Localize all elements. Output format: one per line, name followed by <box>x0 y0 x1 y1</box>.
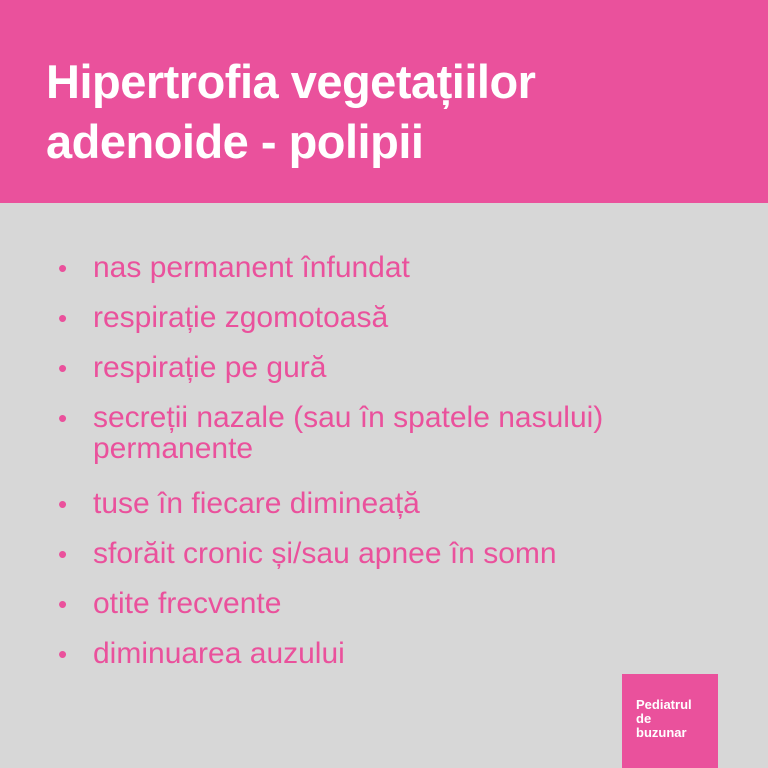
logo-line-1: Pediatrul <box>636 697 692 712</box>
bullet-icon: • <box>58 353 68 383</box>
list-item <box>58 243 738 293</box>
page-title-line-1: Hipertrofia vegetațiilor <box>46 55 536 108</box>
list-item-text: tuse în fiecare dimineață <box>93 487 420 520</box>
page-title <box>46 52 535 172</box>
list-item-text: otite frecvente <box>93 587 282 620</box>
list-item <box>58 293 738 343</box>
symptom-list <box>58 243 738 679</box>
bullet-icon: • <box>58 403 68 433</box>
page-title-line-2: adenoide - polipii <box>46 115 424 168</box>
logo-line-2: de <box>636 711 652 726</box>
list-item-text: diminuarea auzului <box>93 637 345 670</box>
list-item-text: respirație pe gură <box>93 351 327 384</box>
list-item <box>58 343 738 393</box>
logo-line-3: buzunar <box>636 725 687 740</box>
list-item <box>58 579 738 629</box>
list-item <box>58 393 738 479</box>
bullet-icon: • <box>58 253 68 283</box>
bullet-icon: • <box>58 489 68 519</box>
list-item-text: secreții nazale (sau în spatele nasului) <box>93 401 604 434</box>
list-item-text-continued: permanente <box>93 432 254 465</box>
list-item <box>58 529 738 579</box>
list-item-text: respirație zgomotoasă <box>93 301 389 334</box>
bullet-icon: • <box>58 539 68 569</box>
bullet-icon: • <box>58 303 68 333</box>
bullet-icon: • <box>58 589 68 619</box>
header-banner <box>0 0 768 203</box>
list-item-text: sforăit cronic și/sau apnee în somn <box>93 537 557 570</box>
list-item <box>58 629 738 679</box>
brand-logo <box>622 674 718 768</box>
list-item-text: nas permanent înfundat <box>93 251 410 284</box>
list-item <box>58 479 738 529</box>
bullet-icon: • <box>58 639 68 669</box>
